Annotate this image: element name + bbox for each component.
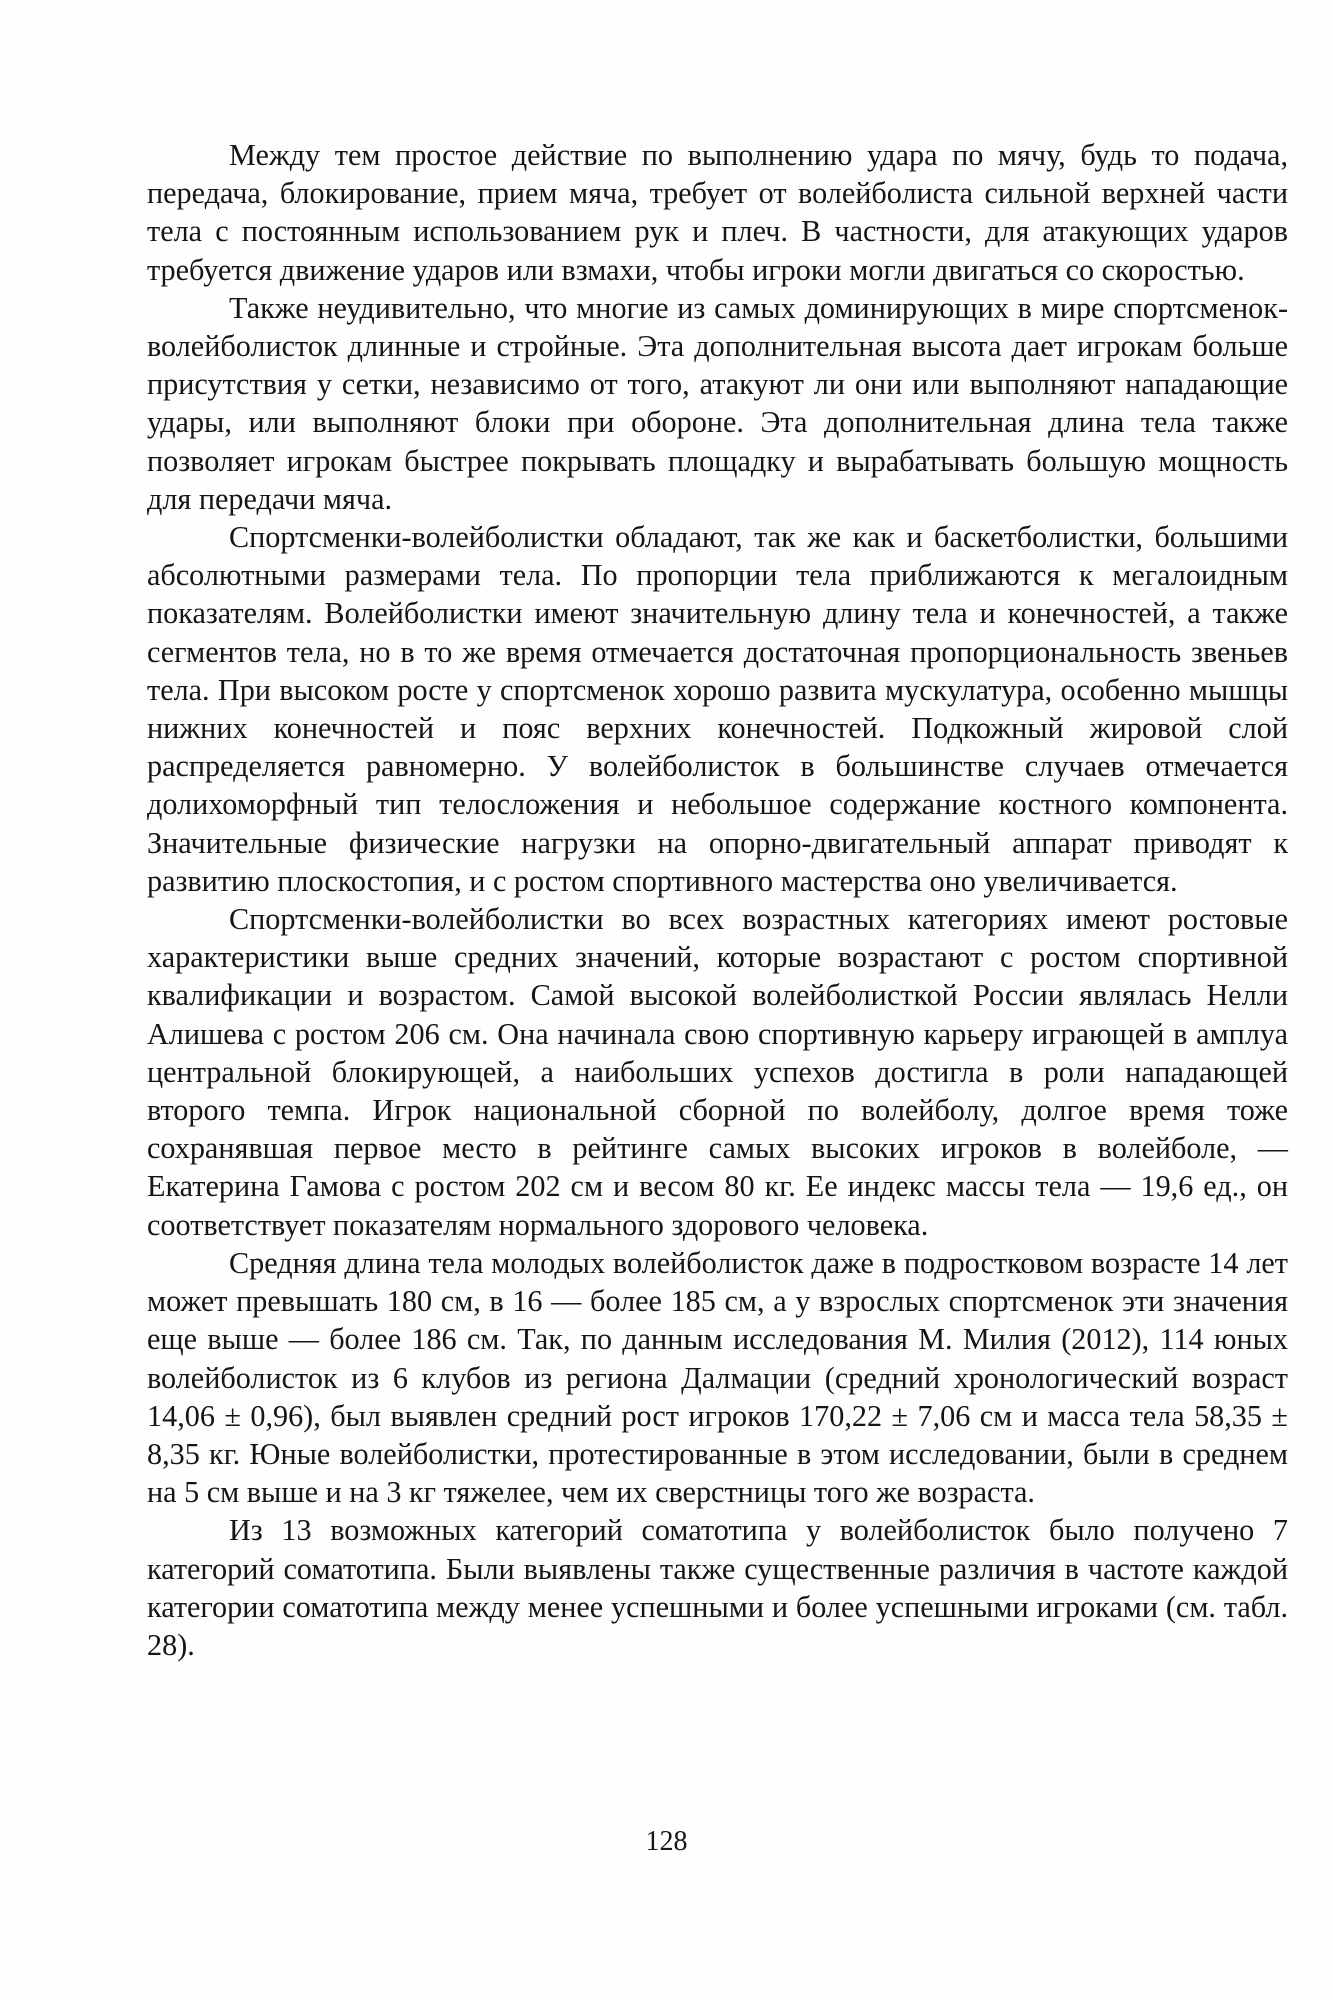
page-number: 128: [645, 1826, 688, 1857]
paragraph-3: Спортсменки-волейболистки обладают, так же как и баскетболистки, большими абсолютными размерами тела. По пропорции тела приближаются к мегалоидным показателям. Волейболистки имеют значительную длину тела и конечностей, а также сегментов тела, но в то же время отмечается достаточная пропорциональность звеньев тела. При высоком росте у спортсменок хорошо развита мускулатура, особенно мышцы нижних конечностей и пояс верхних конечностей. Подкожный жировой слой распределяется равномерно. У волейболисток в большинстве случаев отмечается долихоморфный тип телосложения и небольшое содержание костного компонента. Значительные физические нагрузки на опорно-двигательный аппарат приводят к развитию плоскостопия, и с ростом спортивного мастерства оно увеличивается.: [147, 520, 1288, 898]
body-text: [147, 136, 1288, 1664]
paragraph-4: Спортсменки-волейболистки во всех возрастных категориях имеют ростовые характеристики выше средних значений, которые возрастают с ростом спортивной квалификации и возрастом. Самой высокой волейболисткой России являлась Нелли Алишева с ростом 206 см. Она начинала свою спортивную карьеру играющей в амплуа центральной блокирующей, а наибольших успехов достигла в роли нападающей второго темпа. Игрок национальной сборной по волейболу, долгое время тоже сохранявшая первое место в рейтинге самых высоких игроков в волейболе, — Екатерина Гамова с ростом 202 см и весом 80 кг. Ее индекс массы тела — 19,6 ед., он соответствует показателям нормального здорового человека.: [147, 902, 1288, 1242]
paragraph-6: Из 13 возможных категорий соматотипа у волейболисток было получено 7 категорий соматотипа. Были выявлены также существенные различия в частоте каждой категории соматотипа между менее успешными и более успешными игроками (см. табл. 28).: [147, 1513, 1288, 1662]
paragraph-1: Между тем простое действие по выполнению удара по мячу, будь то подача, передача, блокирование, прием мяча, требует от волейболиста сильной верхней части тела с постоянным использованием рук и плеч. В частности, для атакующих ударов требуется движение ударов или взмахи, чтобы игроки могли двигаться со скоростью.: [147, 138, 1288, 287]
paragraph-5: Средняя длина тела молодых волейболисток даже в подростковом возрасте 14 лет может превышать 180 см, в 16 — более 185 см, а у взрослых спортсменок эти значения еще выше — более 186 см. Так, по данным исследования М. Милия (2012), 114 юных волейболисток из 6 клубов из региона Далмации (средний хронологический возраст 14,06 ± 0,96), был выявлен средний рост игроков 170,22 ± 7,06 см и масса тела 58,35 ± 8,35 кг. Юные волейболистки, протестированные в этом исследовании, были в среднем на 5 см выше и на 3 кг тяжелее, чем их сверстницы того же возраста.: [147, 1245, 1288, 1510]
paragraph-2: Также неудивительно, что многие из самых доминирующих в мире спортсменок-волейболисток длинные и стройные. Эта дополнительная высота дает игрокам больше присутствия у сетки, независимо от того, атакуют ли они или выполняют нападающие удары, или выполняют блоки при обороне. Эта дополнительная длина тела также позволяет игрокам быстрее покрывать площадку и вырабатывать большую мощность для передачи мяча.: [147, 290, 1288, 516]
